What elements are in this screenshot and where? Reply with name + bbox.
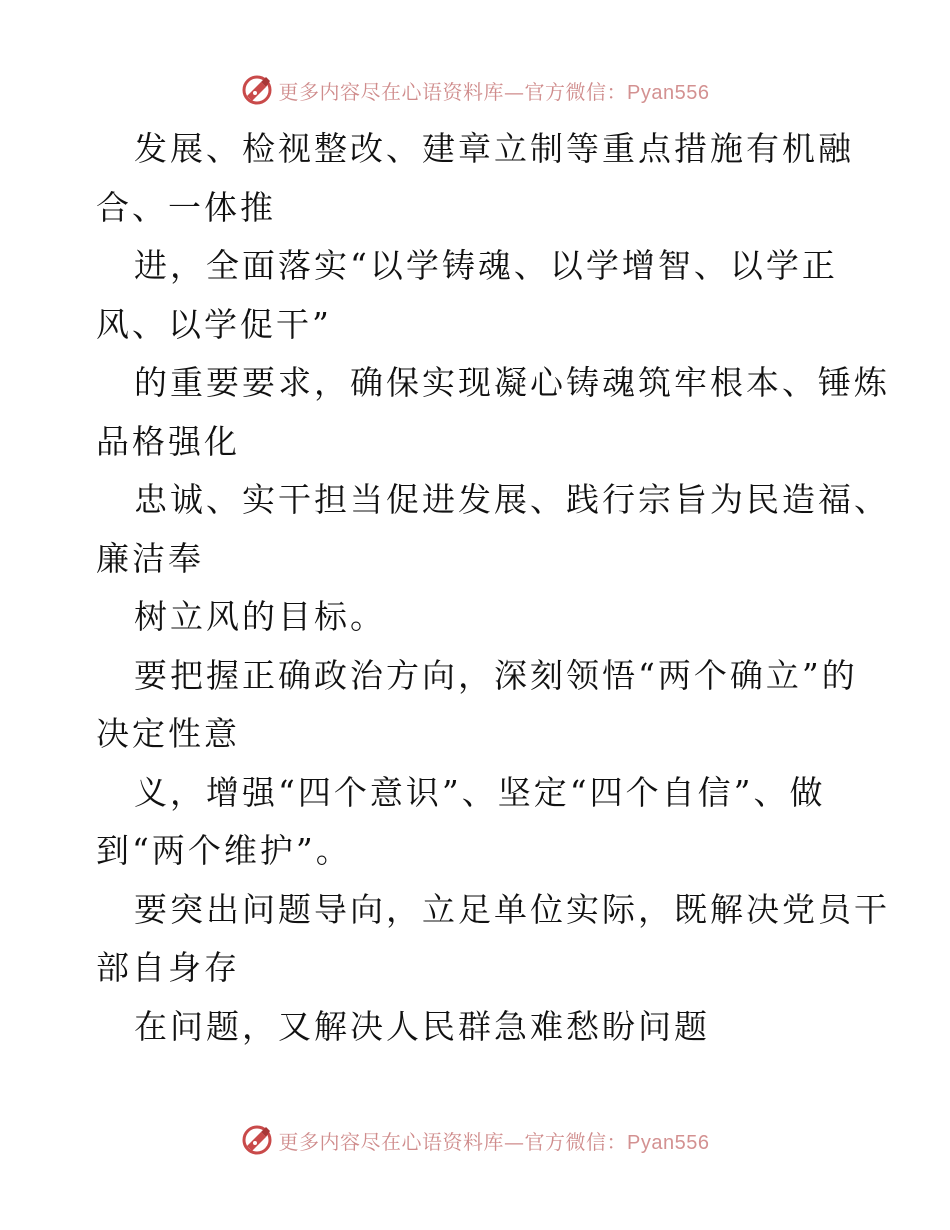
footer-banner [0,1120,950,1160]
body-line: 决定性意 [96,714,240,753]
body-line: 合、一体推 [96,187,276,227]
body-line: 风、以学促干” [96,304,332,344]
pen-nib-logo-icon [241,74,273,106]
body-line: 的重要要求，确保实现凝心铸魂筑牢根本、锤炼 [134,363,890,402]
body-line: 发展、检视整改、建章立制等重点措施有机融 [134,129,854,168]
body-line: 在问题，又解决人民群急难愁盼问题 [134,1006,710,1046]
header-banner-label: 更多内容尽在心语资料库—官方微信： [278,79,628,104]
body-line: 部自身存 [96,948,240,987]
footer-banner-text [279,1126,710,1155]
body-line: 忠诚、实干担当促进发展、践行宗旨为民造福、 [134,480,890,519]
footer-banner-label: 更多内容尽在心语资料库—官方微信： [278,1129,628,1154]
header-banner-text [279,76,710,105]
body-line: 进，全面落实“以学铸魂、以学增智、以学正 [134,246,838,285]
footer-banner-handle: Pyan556 [627,1131,710,1154]
body-line: 品格强化 [96,421,240,461]
header-banner-handle: Pyan556 [627,81,710,104]
body-line: 树立风的目标。 [134,597,386,636]
body-line: 要突出问题导向，立足单位实际，既解决党员干 [134,889,890,929]
body-line: 要把握正确政治方向，深刻领悟“两个确立”的 [134,655,858,695]
body-line: 义，增强“四个意识”、坚定“四个自信”、做 [134,772,826,812]
body-line: 到“两个维护”。 [96,831,352,870]
body-line: 廉洁奉 [96,538,204,578]
header-banner-inner [241,74,710,106]
header-banner [0,70,950,110]
pen-nib-logo-icon [241,1124,273,1156]
document-body [96,120,890,1056]
footer-banner-inner [241,1124,710,1156]
